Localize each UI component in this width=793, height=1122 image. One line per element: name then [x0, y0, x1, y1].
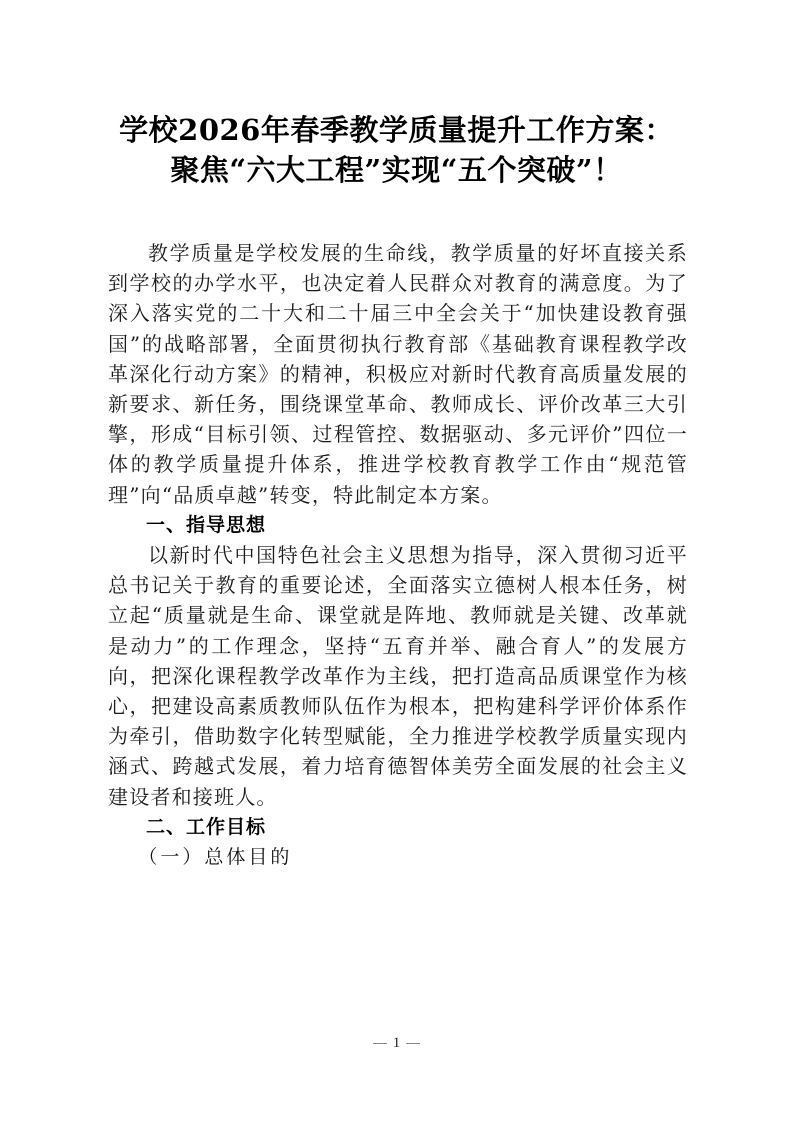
title-line-1: 学校2026年春季教学质量提升工作方案： [119, 113, 674, 147]
guiding-ideology-paragraph: 以新时代中国特色社会主义思想为指导，深入贯彻习近平总书记关于教育的重要论述，全面落实立德树人根本任务，树立起“质量就是生命、课堂就是阵地、教师就是关键、改革就是动力”的工作理念，坚持“五育并举、融合育人”的发展方向，把深化课程教学改革作为主线，把打造高品质课堂作为核心，把建设高素质教师队伍作为根本，把构建科学评价体系作为牵引，借助数字化转型赋能，全力推进学校教学质量实现内涵式、跨越式发展，着力培育德智体美劳全面发展的社会主义建设者和接班人。 [108, 543, 688, 809]
page-number-dash-left [373, 1043, 387, 1044]
subheading-overall-goal: （一）总体目的 [138, 846, 293, 869]
title-line-2: 聚焦“六大工程”实现“五个突破”！ [170, 153, 623, 187]
document-title [80, 110, 713, 190]
section-heading-work-goals: 二、工作目标 [146, 815, 267, 838]
page-number-dash-right [406, 1043, 420, 1044]
document-body [108, 238, 688, 872]
page-number-value: 1 [392, 1035, 401, 1051]
intro-paragraph: 教学质量是学校发展的生命线，教学质量的好坏直接关系到学校的办学水平，也决定着人民群众对教育的满意度。为了深入落实党的二十大和二十届三中全会关于“加快建设教育强国”的战略部署，全面贯彻执行教育部《基础教育课程教学改革深化行动方案》的精神，积极应对新时代教育高质量发展的新要求、新任务，围绕课堂革命、教师成长、评价改革三大引擎，形成“目标引领、过程管控、数据驱动、多元评价”四位一体的教学质量提升体系，推进学校教育教学工作由“规范管理”向“品质卓越”转变，特此制定本方案。 [108, 241, 688, 507]
page-number [0, 1035, 793, 1052]
section-heading-guiding-ideology: 一、指导思想 [146, 513, 267, 536]
